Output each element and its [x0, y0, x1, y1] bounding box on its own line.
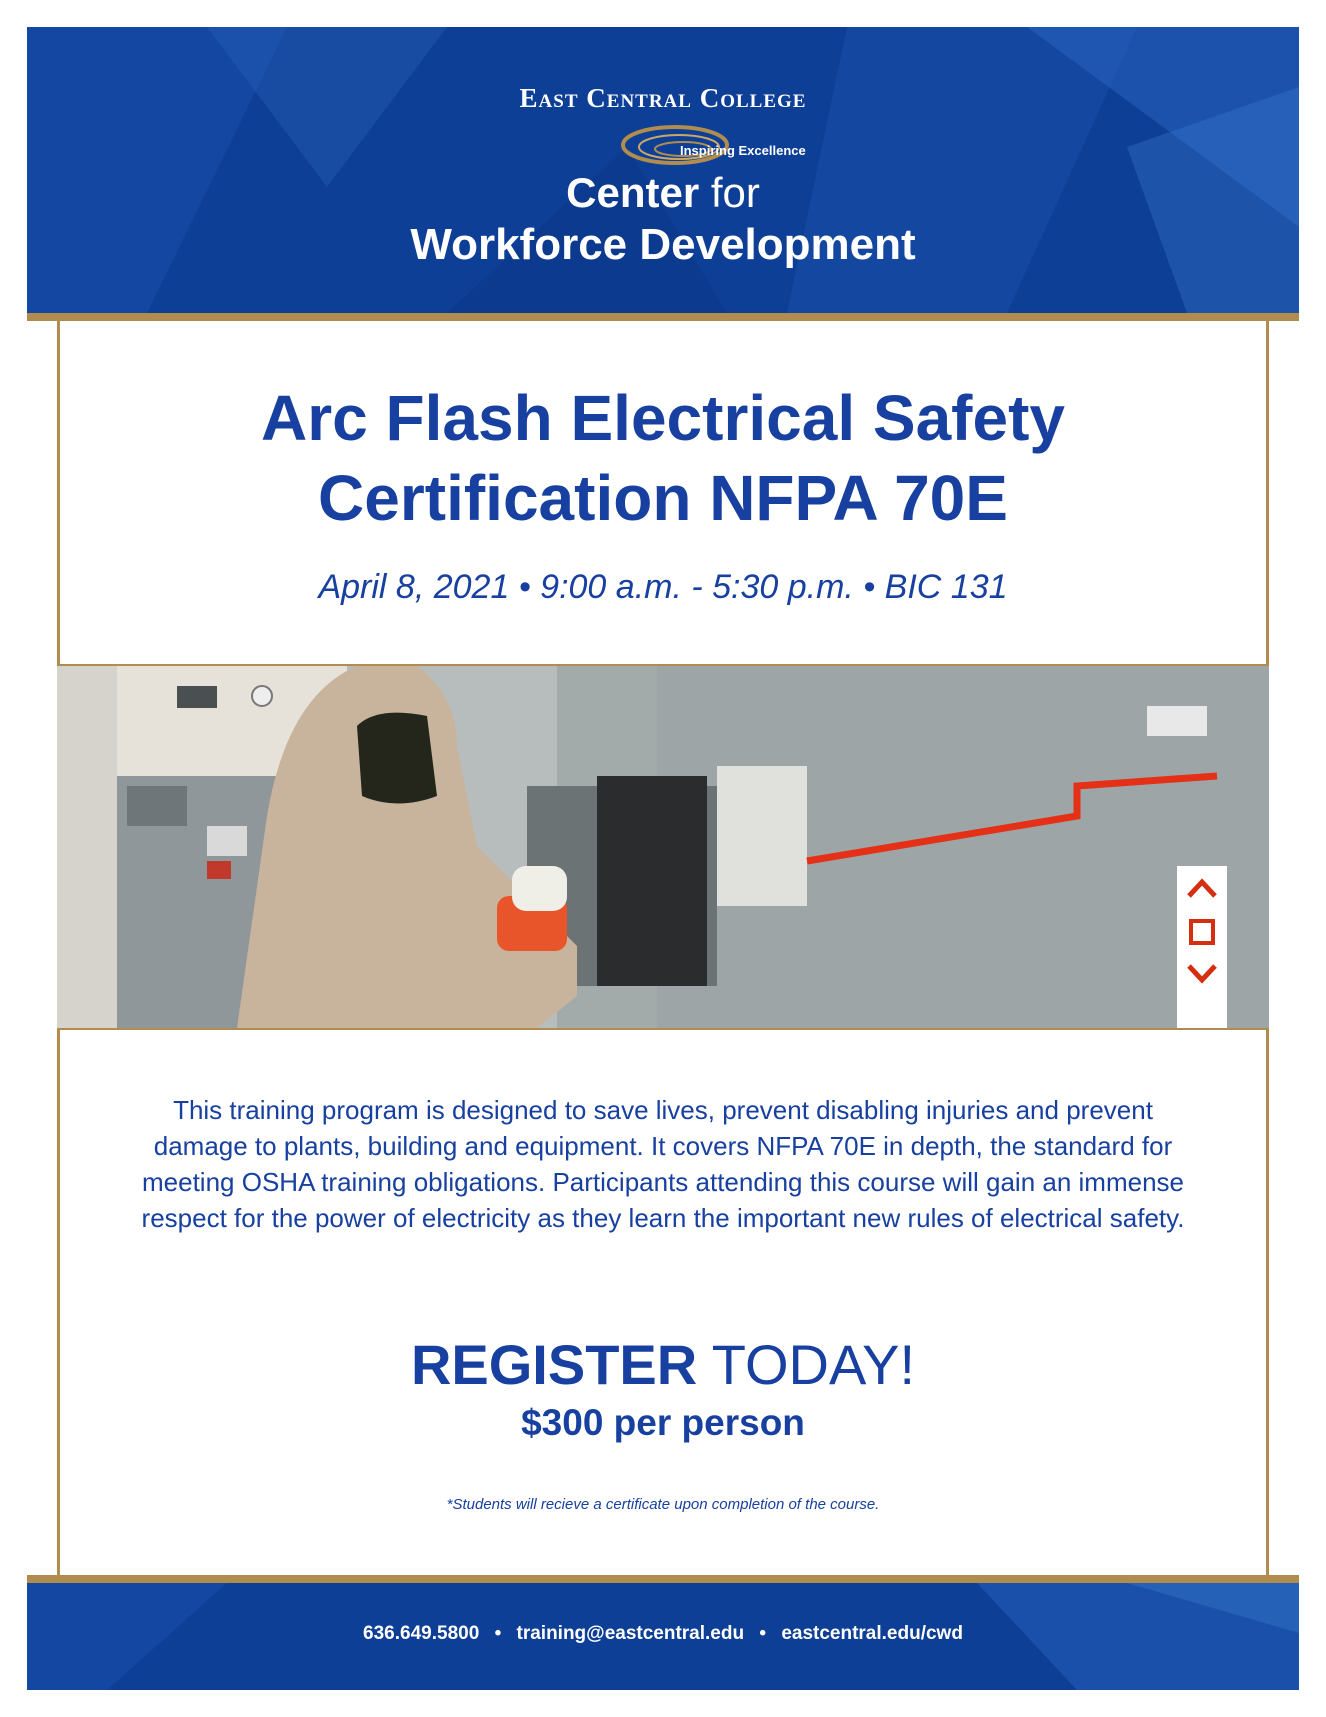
course-description: This training program is designed to save lives, prevent disabling injuries and prevent damage to plants, building and equipment. It covers NFPA 70E in depth, the standard for meeting OSHA training obligations. Participants attending this course will gain an immense respect for the power of electricity as they learn the important new rules of electrical safety.	[141, 1095, 1185, 1233]
footer-email[interactable]: training@eastcentral.edu	[516, 1623, 745, 1644]
center-word: Center	[566, 169, 700, 216]
footer-website[interactable]: eastcentral.edu/cwd	[781, 1623, 963, 1644]
footer-separator: •	[759, 1623, 767, 1644]
arc-flash-worker-photo	[57, 664, 1269, 1030]
worker-photo-illustration	[57, 666, 1269, 1028]
college-tagline: Inspiring Excellence	[680, 143, 806, 158]
footer-gold-divider	[27, 1575, 1299, 1583]
college-logo[interactable]	[27, 83, 1299, 158]
register-light: TODAY!	[711, 1333, 916, 1396]
footer-phone[interactable]: 636.649.5800	[363, 1623, 480, 1644]
register-heading	[0, 1333, 1326, 1397]
footer-contact	[27, 1623, 1299, 1645]
center-for-word: for	[710, 169, 760, 216]
center-title	[27, 167, 1299, 271]
footer-banner	[27, 1583, 1299, 1690]
header-banner	[27, 27, 1299, 313]
course-details: April 8, 2021 • 9:00 a.m. - 5:30 p.m. • BIC 131	[318, 568, 1008, 606]
college-name: East Central College	[519, 83, 807, 113]
course-price: $300 per person	[521, 1402, 805, 1443]
footer-separator: •	[494, 1623, 502, 1644]
course-title	[0, 378, 1326, 538]
register-bold: REGISTER	[410, 1333, 698, 1396]
certificate-footnote: *Students will recieve a certificate upon completion of the course.	[446, 1496, 880, 1513]
course-title-line1: Arc Flash Electrical Safety	[261, 382, 1065, 454]
center-line2: Workforce Development	[410, 220, 916, 269]
course-title-line2: Certification NFPA 70E	[318, 462, 1008, 534]
